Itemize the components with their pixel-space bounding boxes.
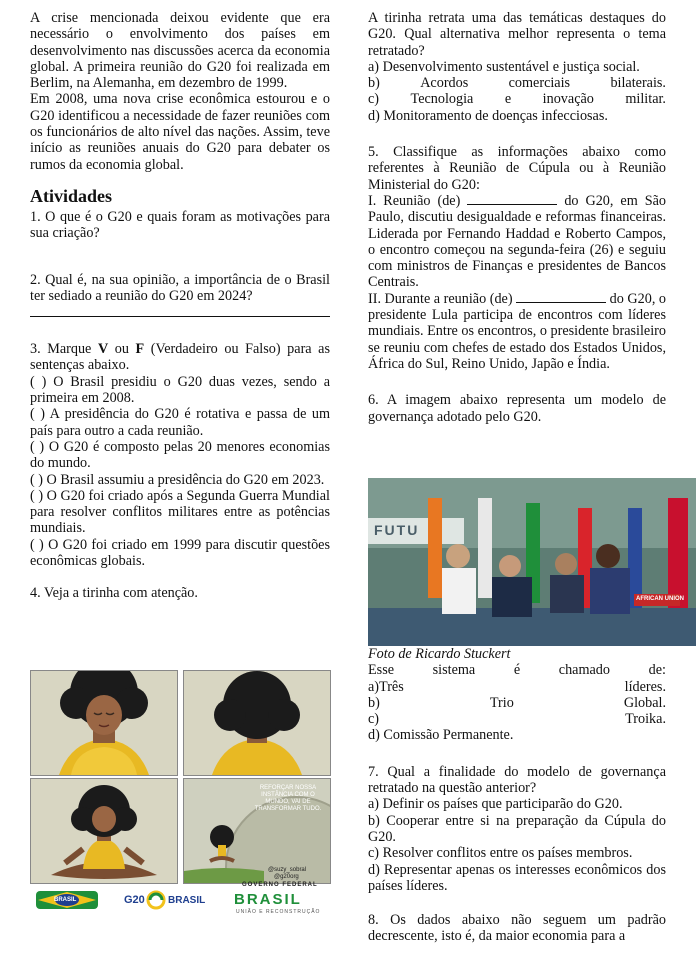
- governo-brasil-text: BRASIL: [234, 891, 302, 908]
- q7-option-d[interactable]: d) Representar apenas os interesses econômicos dos países líderes.: [368, 861, 666, 894]
- question-4: 4. Veja a tirinha com atenção.: [30, 585, 198, 602]
- q3-item-1[interactable]: ( ) O Brasil presidiu o G20 duas vezes, sendo a primeira em 2008.: [30, 373, 330, 407]
- question-1: 1. O que é o G20 e quais foram as motivações para sua criação?: [30, 208, 330, 242]
- g20-brasil-logo: [124, 888, 214, 914]
- woman-back-view-icon: [184, 671, 330, 775]
- left-column: [30, 10, 330, 602]
- q4-option-d[interactable]: d) Monitoramento de doenças infecciosas.: [368, 107, 608, 124]
- q3-item-2[interactable]: ( ) A presidência do G20 é rotativa e passa de um país para outro a cada reunião.: [30, 406, 330, 439]
- q6-option-a[interactable]: a)Três líderes.: [368, 678, 666, 695]
- q7-option-c[interactable]: c) Resolver conflitos entre os países membros.: [368, 845, 633, 862]
- question-2: 2. Qual é, na sua opinião, a importância de o Brasil ter sediado a reunião do G20 em 2024?: [30, 271, 330, 304]
- g20-ring-icon: [146, 890, 166, 910]
- photo-table-sign: AFRICAN UNION: [636, 596, 684, 602]
- q3-item-5[interactable]: ( ) O G20 foi criado após a Segunda Guerra Mundial para resolver conflitos militares entre as potências mundiais.: [30, 487, 330, 537]
- g20-photo: [368, 478, 696, 646]
- brasil-logo: [34, 888, 100, 914]
- comic-panel-4: [183, 778, 331, 884]
- q6-stem: Esse sistema é chamado de:: [368, 662, 666, 679]
- q5-item-I[interactable]: I. Reunião (de) do G20, em São Paulo, discutiu desigualdade e reformas financeiras. Liderada por Fernando Haddad e Roberto Campos, o encontro começou na segunda-feira (26) e seguiu com ministros de Finanças e presidentes de Bancos Centrais.: [368, 192, 667, 291]
- comic-speech-text: REFORÇAR NOSSA INSTÂNCIA COM O MUNDO, VAI DE TRANSFORMAR TUDO.: [254, 785, 322, 812]
- intro-paragraph-2: Em 2008, uma nova crise econômica estourou e o G20 identificou a necessidade de fazer reuniões com os funcionários de alto nível das nações. Assim, teve início as reuniões anuais do G20 para debater os rumos da economia global.: [30, 91, 330, 173]
- q6-option-b[interactable]: b) Trio Global.: [368, 694, 666, 711]
- q5-item-II[interactable]: II. Durante a reunião (de) do G20, o presidente Lula participa de encontros com líderes mundiais. Entre os encontros, o presidente brasileiro se reuniu com chefes de estado dos Estados Unidos, África do Sul, Reino Unido, Japão e Índia.: [368, 290, 667, 372]
- q6-option-d[interactable]: d) Comissão Permanente.: [368, 727, 514, 744]
- comic-signature: @suzy_sobral: [268, 867, 307, 873]
- q4-option-a[interactable]: a) Desenvolvimento sustentável e justiça social.: [368, 58, 640, 75]
- question-3: 3. Marque V ou F (Verdadeiro ou Falso) para as sentenças abaixo.: [30, 341, 330, 374]
- q4-option-c[interactable]: c) Tecnologia e inovação militar.: [368, 91, 666, 108]
- q7-option-a[interactable]: a) Definir os países que participarão do G20.: [368, 796, 623, 813]
- photo-caption: Foto de Ricardo Stuckert: [368, 646, 511, 662]
- q5-blank-I[interactable]: [467, 204, 557, 205]
- brasil-logo-text: BRASIL: [54, 897, 77, 903]
- g20-logo-text: G20: [124, 894, 145, 906]
- comic-strip: [30, 670, 330, 890]
- logos-bar: [30, 882, 330, 918]
- comic-panel-1: [30, 670, 178, 776]
- q5-blank-II[interactable]: [516, 302, 606, 303]
- governo-slogan-text: UNIÃO E RECONSTRUÇÃO: [236, 909, 321, 915]
- question-8: 8. Os dados abaixo não seguem um padrão decrescente, isto é, da maior economia para a: [368, 912, 666, 945]
- intro-paragraph-1: A crise mencionada deixou evidente que era necessário o envolvimento dos países em desenvolvimento nas discussões acerca da economia global. A primeira reunião do G20 foi realizada em Berlim, na Alemanha, em dezembro de 1999.: [30, 10, 330, 92]
- q4-option-b[interactable]: b) Acordos comerciais bilaterais.: [368, 75, 666, 92]
- right-column: [368, 10, 666, 425]
- comic-panel-2: [183, 670, 331, 776]
- woman-lotus-pose-icon: [31, 779, 177, 883]
- q3-item-6[interactable]: ( ) O G20 foi criado em 1999 para discutir questões econômicas globais.: [30, 536, 330, 570]
- q4-continuation: A tirinha retrata uma das temáticas destaques do G20. Qual alternativa melhor representa o tema retratado?: [368, 10, 666, 59]
- question-5: 5. Classifique as informações abaixo como referentes à Reunião de Cúpula ou à Reunião Ministerial do G20:: [368, 144, 666, 193]
- activities-heading: Atividades: [30, 185, 113, 206]
- comic-panel-3: [30, 778, 178, 884]
- photo-background-sign: FUTU: [374, 522, 420, 538]
- q3-item-4[interactable]: ( ) O Brasil assumiu a presidência do G20 em 2023.: [30, 471, 325, 488]
- woman-meditating-closeup-icon: [31, 671, 177, 775]
- question-6: 6. A imagem abaixo representa um modelo de governança adotado pelo G20.: [368, 392, 666, 425]
- answer-rule: [30, 316, 330, 317]
- comic-handle: @g20org: [274, 874, 299, 880]
- right-column-lower: [368, 646, 666, 945]
- q7-option-b[interactable]: b) Cooperar entre si na preparação da Cúpula do G20.: [368, 812, 666, 845]
- governo-federal-logo: [230, 882, 330, 915]
- q6-option-c[interactable]: c) Troika.: [368, 711, 666, 728]
- q3-item-3[interactable]: ( ) O G20 é composto pelas 20 menores economias do mundo.: [30, 438, 330, 472]
- leaders-handshake-photo-icon: [368, 478, 696, 646]
- question-7: 7. Qual a finalidade do modelo de governança retratado na questão anterior?: [368, 763, 666, 797]
- governo-federal-text: GOVERNO FEDERAL: [242, 882, 318, 888]
- g20-brasil-text: BRASIL: [168, 895, 206, 906]
